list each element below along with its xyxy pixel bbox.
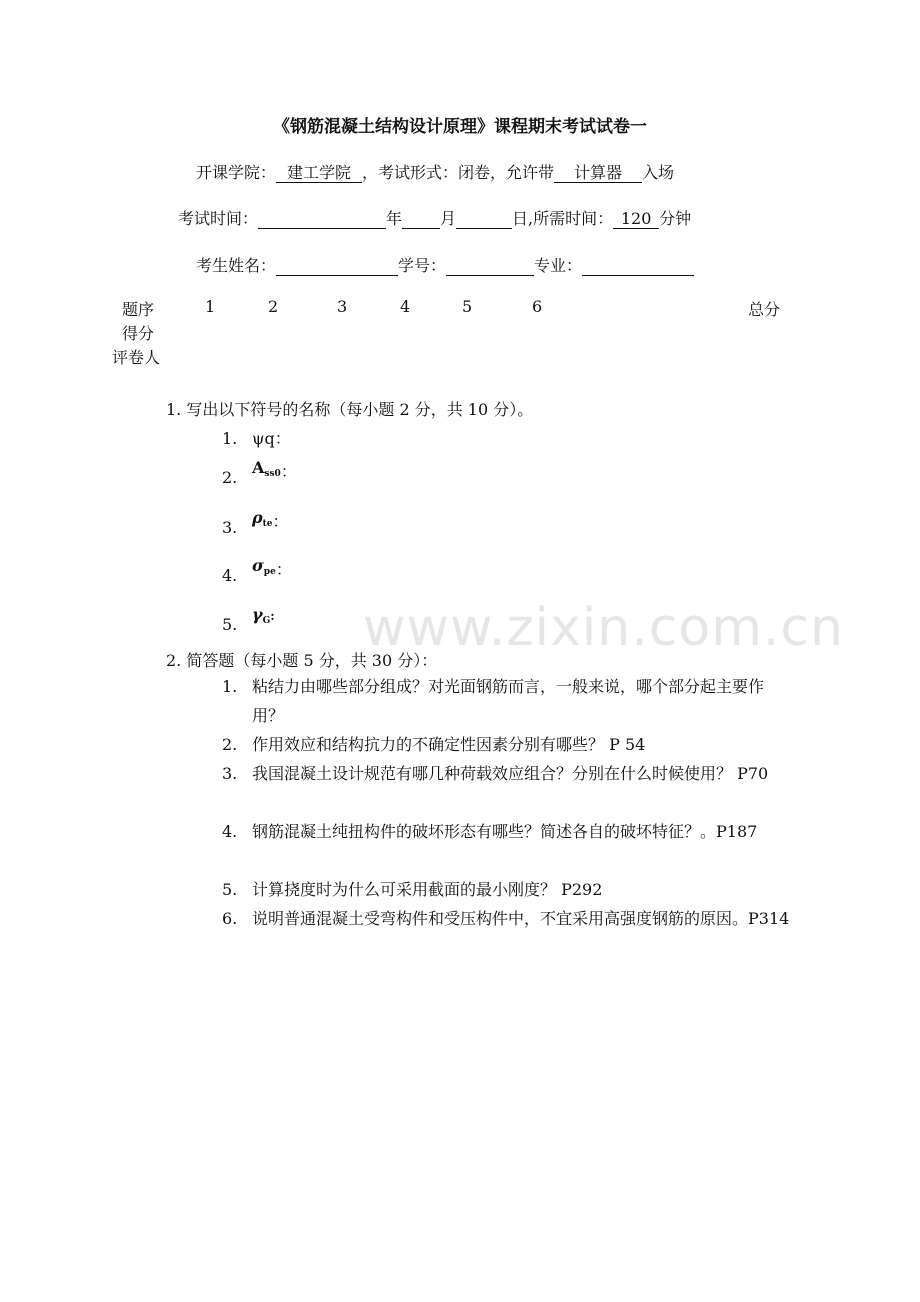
duration-unit: 分钟 xyxy=(659,209,692,228)
header-line-time xyxy=(178,206,691,229)
question-number: 3. xyxy=(222,764,238,783)
symbol-psi-q: ψq xyxy=(252,429,275,448)
major-label: 专业： xyxy=(534,256,583,275)
question-text: 说明普通混凝土受弯构件和受压构件中，不宜采用高强度钢筋的原因。P314 xyxy=(252,909,790,928)
symbol-rho-te: ρ xyxy=(252,508,263,527)
question-text: 计算挠度时为什么可采用截面的最小刚度？ P292 xyxy=(252,880,603,899)
column-header: 6 xyxy=(532,297,543,316)
question-text: 粘结力由哪些部分组成？对光面钢筋而言，一般来说，哪个部分起主要作用？ xyxy=(252,677,765,725)
question-number: 6. xyxy=(222,909,238,928)
question-number: 4. xyxy=(222,822,238,841)
column-header: 2 xyxy=(268,297,279,316)
column-header: 5 xyxy=(462,297,473,316)
question-text: 作用效应和结构抗力的不确定性因素分别有哪些？ P 54 xyxy=(252,735,646,754)
name-blank xyxy=(276,257,398,276)
section2-heading: 2. 简答题（每小题 5 分，共 30 分）： xyxy=(166,651,438,670)
column-header: 3 xyxy=(337,297,348,316)
month-blank xyxy=(402,210,440,229)
major-blank xyxy=(582,257,694,276)
college-value: 建工学院 xyxy=(276,164,362,183)
symbol-item: $3.\rho_{te}$： xyxy=(222,508,289,537)
allowed-item: 计算器 xyxy=(554,164,642,183)
question-number: 1. xyxy=(222,677,238,696)
symbol-gamma-g: γ xyxy=(252,605,263,624)
duration-value: 120 xyxy=(613,210,659,229)
student-id-label: 学号： xyxy=(398,256,447,275)
symbol-a-ss0: A xyxy=(252,458,265,477)
column-header: 1 xyxy=(205,297,216,316)
column-header: 4 xyxy=(400,297,411,316)
question-number: 5. xyxy=(222,880,238,899)
year-blank xyxy=(258,210,386,229)
symbol-sigma-pe: σ xyxy=(252,556,264,575)
section1-heading: 1. 写出以下符号的名称（每小题 2 分，共 10 分）。 xyxy=(166,400,534,419)
exam-time-label: 考试时间： xyxy=(178,209,259,228)
row-label-grader: 评卷人 xyxy=(112,348,161,367)
year-label: 年 xyxy=(386,209,403,228)
symbol-item: 1. ψq： xyxy=(222,429,291,448)
student-name-label: 考生姓名： xyxy=(196,256,277,275)
row-label-question: 题序 xyxy=(122,300,155,319)
exam-form-text: ，考试形式：闭卷，允许带 xyxy=(362,163,555,182)
entry-text: 入场 xyxy=(642,163,675,182)
question-text: 我国混凝土设计规范有哪几种荷载效应组合？分别在什么时候使用？ P70 xyxy=(252,764,769,783)
row-label-score: 得分 xyxy=(122,324,155,343)
day-label: 日,所需时间： xyxy=(512,209,614,228)
header-line-college xyxy=(196,160,674,183)
column-header-total: 总分 xyxy=(748,300,781,319)
symbol-item: $5.\gamma_G$: xyxy=(222,605,275,634)
symbol-item: $2.A_{ss0}$： xyxy=(222,458,297,487)
question-number: 2. xyxy=(222,735,238,754)
symbol-item: $4.\sigma_{pe}$： xyxy=(222,556,292,585)
day-blank xyxy=(456,210,512,229)
header-line-student xyxy=(196,253,694,276)
watermark-text: www.zixin.com.cn xyxy=(363,598,844,658)
question-text: 钢筋混凝土纯扭构件的破坏形态有哪些？简述各自的破坏特征？。P187 xyxy=(252,822,758,841)
id-blank xyxy=(446,257,534,276)
month-label: 月 xyxy=(440,209,457,228)
exam-title: 《钢筋混凝土结构设计原理》课程期末考试试卷一 xyxy=(273,117,647,137)
college-label: 开课学院： xyxy=(196,163,277,182)
